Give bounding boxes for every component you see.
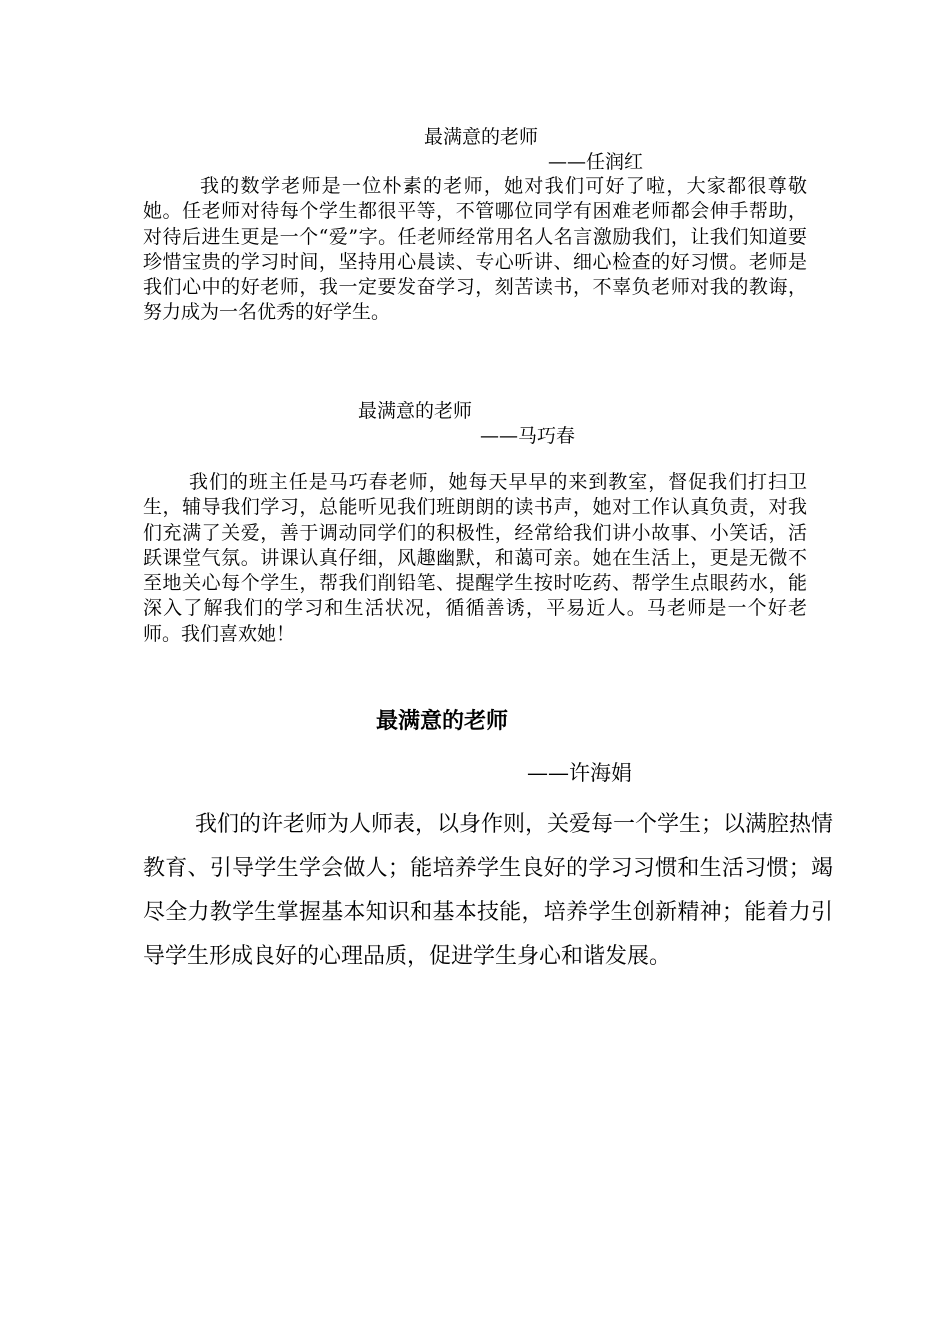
essay-author: ——许海娟 xyxy=(527,761,632,785)
essay-title: 最满意的老师 xyxy=(358,400,473,422)
essay-title: 最满意的老师 xyxy=(376,709,509,734)
essay-paragraph: 我们的许老师为人师表，以身作则，关爱每一个学生；以满腔热情教育、引导学生学会做人；能培养学生良好的学习习惯和生活习惯；竭尽全力教学生掌握基本知识和基本技能，培养学生创新精神；能着力引导学生形成良好的心理品质，促进学生身心和谐发展。 xyxy=(143,812,834,969)
essay-paragraph: 我的数学老师是一位朴素的老师，她对我们可好了啦，大家都很尊敬她。任老师对待每个学生都很平等，不管哪位同学有困难老师都会伸手帮助，对待后进生更是一个“爱”字。任老师经常用名人名言激励我们，让我们知道要珍惜宝贵的学习时间，坚持用心晨读、专心听讲、细心检查的好习惯。老师是我们心中的好老师，我一定要发奋学习，刻苦读书，不辜负老师对我的教诲，努力成为一名优秀的好学生。 xyxy=(143,175,807,324)
essay-paragraph: 我们的班主任是马巧春老师，她每天早早的来到教室，督促我们打扫卫生，辅导我们学习，总能听见我们班朗朗的读书声，她对工作认真负责，对我们充满了关爱，善于调动同学们的积极性，经常给我们讲小故事、小笑话，活跃课堂气氛。讲课认真仔细，风趣幽默，和蔼可亲。她在生活上，更是无微不至地关心每个学生，帮我们削铅笔、提醒学生按时吃药、帮学生点眼药水，能深入了解我们的学习和生活状况，循循善诱，平易近人。马老师是一个好老师。我们喜欢她！ xyxy=(143,471,807,645)
essay-title: 最满意的老师 xyxy=(424,126,539,148)
essay-author: ——任润红 xyxy=(548,151,644,173)
essay-author: ——马巧春 xyxy=(480,425,576,447)
